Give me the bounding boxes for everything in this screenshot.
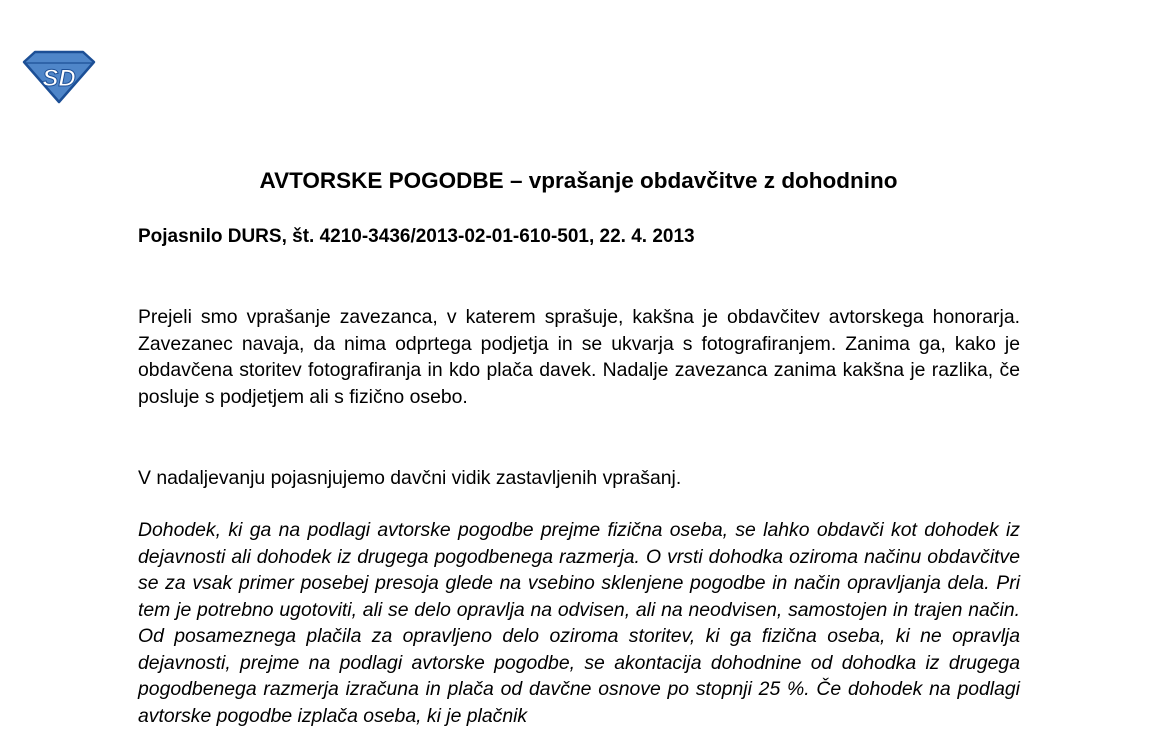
sd-diamond-logo-icon xyxy=(22,50,96,104)
logo xyxy=(22,50,96,104)
paragraph-explanation: Dohodek, ki ga na podlagi avtorske pogodbe prejme fizična oseba, se lahko obdavči kot dohodek iz dejavnosti ali dohodek iz drugega pogodbenega razmerja. O vrsti dohodka oziroma načinu obdavčitve se za vsak primer posebej presoja glede na vsebino sklenjene pogodbe in način opravljanja dela. Pri tem je potrebno ugotoviti, ali se delo opravlja na odvisen, ali na neodvisen, samostojen in trajen način. Od posameznega plačila za opravljeno delo oziroma storitev, ki ga fizična oseba, ki ne opravlja dejavnosti, prejme na podlagi avtorske pogodbe, se akontacija dohodnine od dohodka iz drugega pogodbenega razmerja izračuna in plača od davčne osnove po stopnji 25 %. Če dohodek na podlagi avtorske pogodbe izplača oseba, ki je plačnik xyxy=(138,519,1020,727)
document-subtitle: Pojasnilo DURS, št. 4210-3436/2013-02-01-610-501, 22. 4. 2013 xyxy=(138,226,695,247)
logo-text: SD xyxy=(42,65,76,92)
paragraph-intro: V nadaljevanju pojasnjujemo davčni vidik zastavljenih vprašanj. xyxy=(138,467,682,489)
document-title: AVTORSKE POGODBE – vprašanje obdavčitve z dohodnino xyxy=(259,168,898,193)
paragraph-question: Prejeli smo vprašanje zavezanca, v katerem sprašuje, kakšna je obdavčitev avtorskega honorarja. Zavezanec navaja, da nima odprtega podjetja in se ukvarja s fotografiranjem. Zanima ga, kako je obdavčena storitev fotografiranja in kdo plača davek. Nadalje zavezanca zanima kakšna je razlika, če posluje s podjetjem ali s fizično osebo. xyxy=(138,306,1020,408)
